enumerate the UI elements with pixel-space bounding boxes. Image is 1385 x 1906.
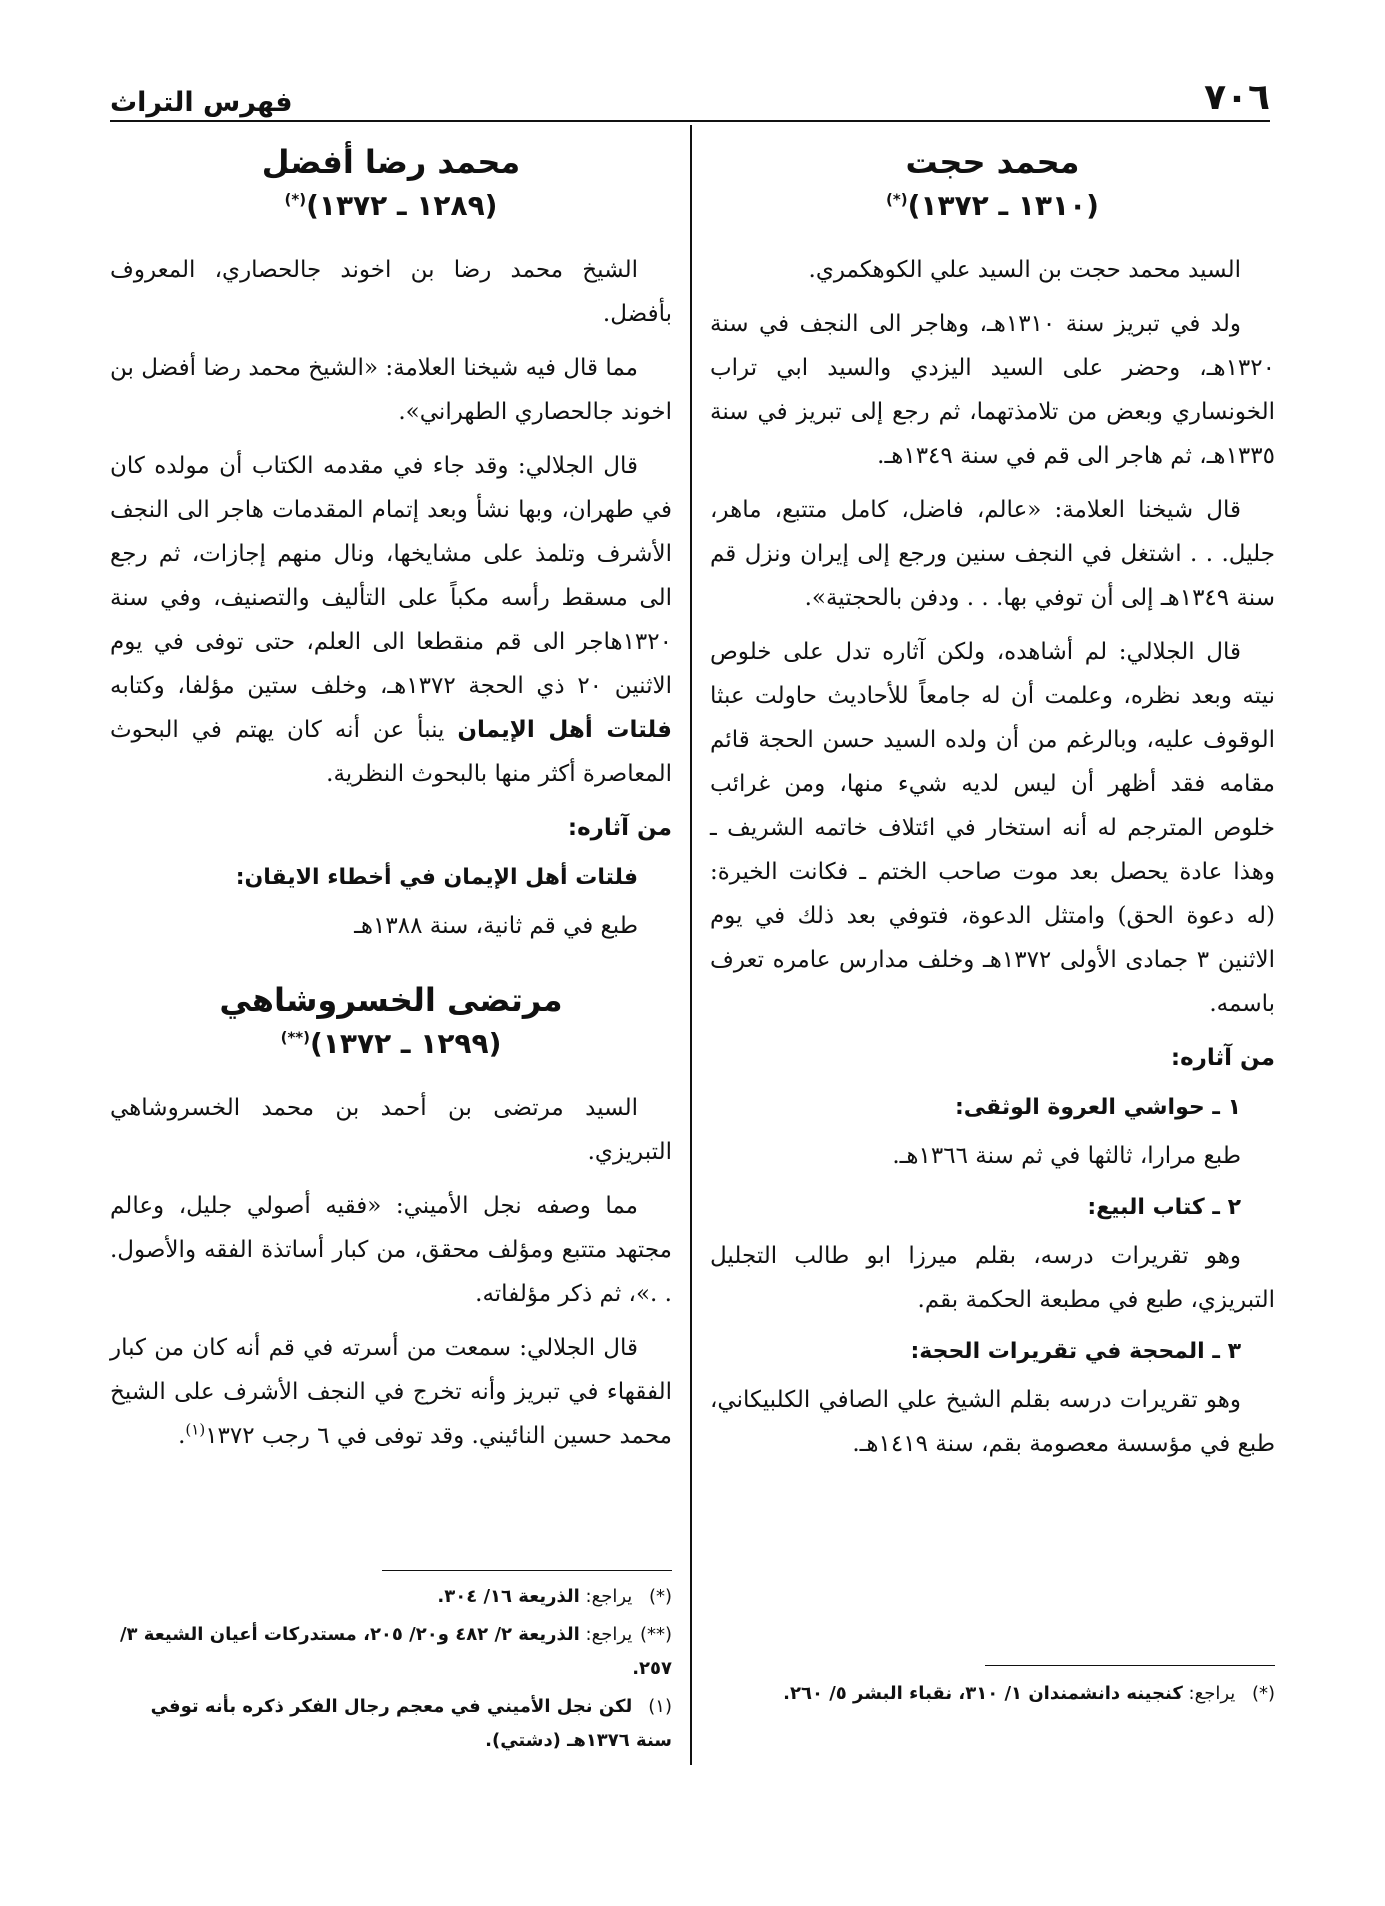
footnote: (*) يراجع: الذريعة ١٦/ ٣٠٤. (437, 1586, 672, 1607)
paragraph: السيد مرتضى بن أحمد بن محمد الخسروشاهي التبريزي. (110, 1095, 672, 1165)
entry-dates: (١٣١٠ ـ ١٣٧٢)(*) (886, 189, 1099, 222)
entry-dates: (١٢٩٩ ـ ١٣٧٢)(**) (280, 1027, 502, 1060)
footnote: (**) يراجع: الذريعة ٢/ ٤٨٢ و٢٠/ ٢٠٥، مستدركات أعيان الشيعة ٣/ ٢٥٧. (119, 1624, 672, 1679)
paragraph: السيد محمد حجت بن السيد علي الكوهكمري. (808, 257, 1241, 283)
work-title: فلتات أهل الإيمان في أخطاء الايقان: (235, 865, 638, 890)
right-column (710, 140, 1275, 1474)
works-heading: من آثاره: (1170, 1045, 1275, 1071)
footnote: (١) لكن نجل الأميني في معجم رجال الفكر ذكره بأنه توفي سنة ١٣٧٦هـ (دشتي). (150, 1696, 672, 1751)
column-divider (690, 125, 692, 1765)
footnote-reference: (١) (185, 1420, 206, 1439)
header-rule (110, 120, 1270, 122)
footnote-rule (382, 1570, 672, 1571)
paragraph: قال الجلالي: لم أشاهده، ولكن آثاره تدل على خلوص نيته وبعد نظره، وعلمت أن له جامعاً للأحاديث حاولت عبثا الوقوف عليه، وبالرغم من أن ولده السيد حسن الحجة قائم مقامه فقد أظهر أن ليس لديه شيء منها، ومن غرائب خلوص المترجم له أنه استخار في ائتلاف خاتمه الشريف ـ وهذا عادة يحصل بعد موت صاحب الختم ـ فكانت الخيرة: (له دعوة الحق) وامتثل الدعوة، فتوفي بعد ذلك في يوم الاثنين ٣ جمادى الأولى ١٣٧٢هـ وخلف مدارس عامره تعرف باسمه. (710, 639, 1275, 1017)
entry-title-morteza-khosroshahi: مرتضى الخسروشاهي (219, 981, 563, 1019)
left-column (110, 140, 672, 1468)
paragraph: مما قال فيه شيخنا العلامة: «الشيخ محمد رضا أفضل بن اخوند جالحصاري الطهراني». (110, 355, 672, 425)
book-title-inline: فلتات أهل الإيمان (457, 717, 672, 743)
work-title: ١ ـ حواشي العروة الوثقى: (955, 1095, 1241, 1120)
entry-title-mohammad-reza-afzal: محمد رضا أفضل (261, 143, 521, 181)
entry-dates: (١٢٨٩ ـ ١٣٧٢)(*) (284, 189, 498, 222)
works-heading: من آثاره: (567, 815, 672, 841)
left-footnotes (110, 1580, 672, 1762)
paragraph: قال الجلالي: وقد جاء في مقدمه الكتاب أن مولده كان في طهران، وبها نشأ وبعد إتمام المقدمات هاجر الى النجف الأشرف وتلمذ على مشايخها، ونال منهم إجازات، ثم رجع الى مسقط رأسه مكباً على التأليف والتصنيف، وفي سنة ١٣٢٠هاجر الى قم منقطعا الى العلم، حتى توفى في يوم الاثنين ٢٠ ذي الحجة ١٣٧٢هـ، وخلف ستين مؤلفا، وكتابه فلتات أهل الإيمان ينبأ عن أنه كان يهتم في البحوث المعاصرة أكثر منها بالبحوث النظرية. (110, 453, 672, 787)
work-description: وهو تقريرات درسه بقلم الشيخ علي الصافي الكلبيكاني، طبع في مؤسسة معصومة بقم، سنة ١٤١٩هـ. (710, 1387, 1275, 1457)
work-description: طبع في قم ثانية، سنة ١٣٨٨هـ (354, 913, 638, 939)
work-description: وهو تقريرات درسه، بقلم ميرزا ابو طالب التجليل التبريزي، طبع في مطبعة الحكمة بقم. (710, 1243, 1275, 1313)
paragraph: قال شيخنا العلامة: «عالم، فاضل، كامل متتبع، ماهر، جليل. . . اشتغل في النجف سنين ورجع إلى إيران ونزل قم سنة ١٣٤٩هـ إلى أن توفي بها. . . ودفن بالحجتية». (710, 497, 1275, 611)
paragraph: قال الجلالي: سمعت من أسرته في قم أنه كان من كبار الفقهاء في تبريز وأنه تخرج في النجف الأشرف على الشيخ محمد حسين النائيني. وقد توفى في ٦ رجب ١٣٧٢$^{(١)}$. (110, 1335, 672, 1449)
paragraph: ولد في تبريز سنة ١٣١٠هـ، وهاجر الى النجف في سنة ١٣٢٠هـ، وحضر على السيد اليزدي والسيد ابي تراب الخونساري وبعض من تلامذتهما، ثم رجع إلى تبريز في سنة ١٣٣٥هـ، ثم هاجر الى قم في سنة ١٣٤٩هـ. (710, 311, 1275, 469)
footnote: (*) يراجع: كنجينه دانشمندان ١/ ٣١٠، نقباء البشر ٥/ ٢٦٠. (783, 1683, 1275, 1704)
work-title: ٣ ـ المحجة في تقريرات الحجة: (910, 1339, 1241, 1364)
entry-title-mohammad-hojjat: محمد حجت (905, 143, 1080, 181)
paragraph: مما وصفه نجل الأميني: «فقيه أصولي جليل، وعالم مجتهد متتبع ومؤلف محقق، من كبار أساتذة الفقه والأصول. . .»، ثم ذكر مؤلفاته. (110, 1193, 672, 1307)
right-footnotes (710, 1677, 1275, 1715)
paragraph: الشيخ محمد رضا بن اخوند جالحصاري، المعروف بأفضل. (110, 257, 672, 327)
work-description: طبع مرارا، ثالثها في ثم سنة ١٣٦٦هـ. (892, 1143, 1241, 1169)
work-title: ٢ ـ كتاب البيع: (1087, 1195, 1241, 1220)
footnote-rule (985, 1665, 1275, 1666)
running-title: فهرس التراث (110, 87, 293, 118)
page-header (110, 72, 1270, 118)
page-number: ٧٠٦ (1204, 77, 1270, 118)
